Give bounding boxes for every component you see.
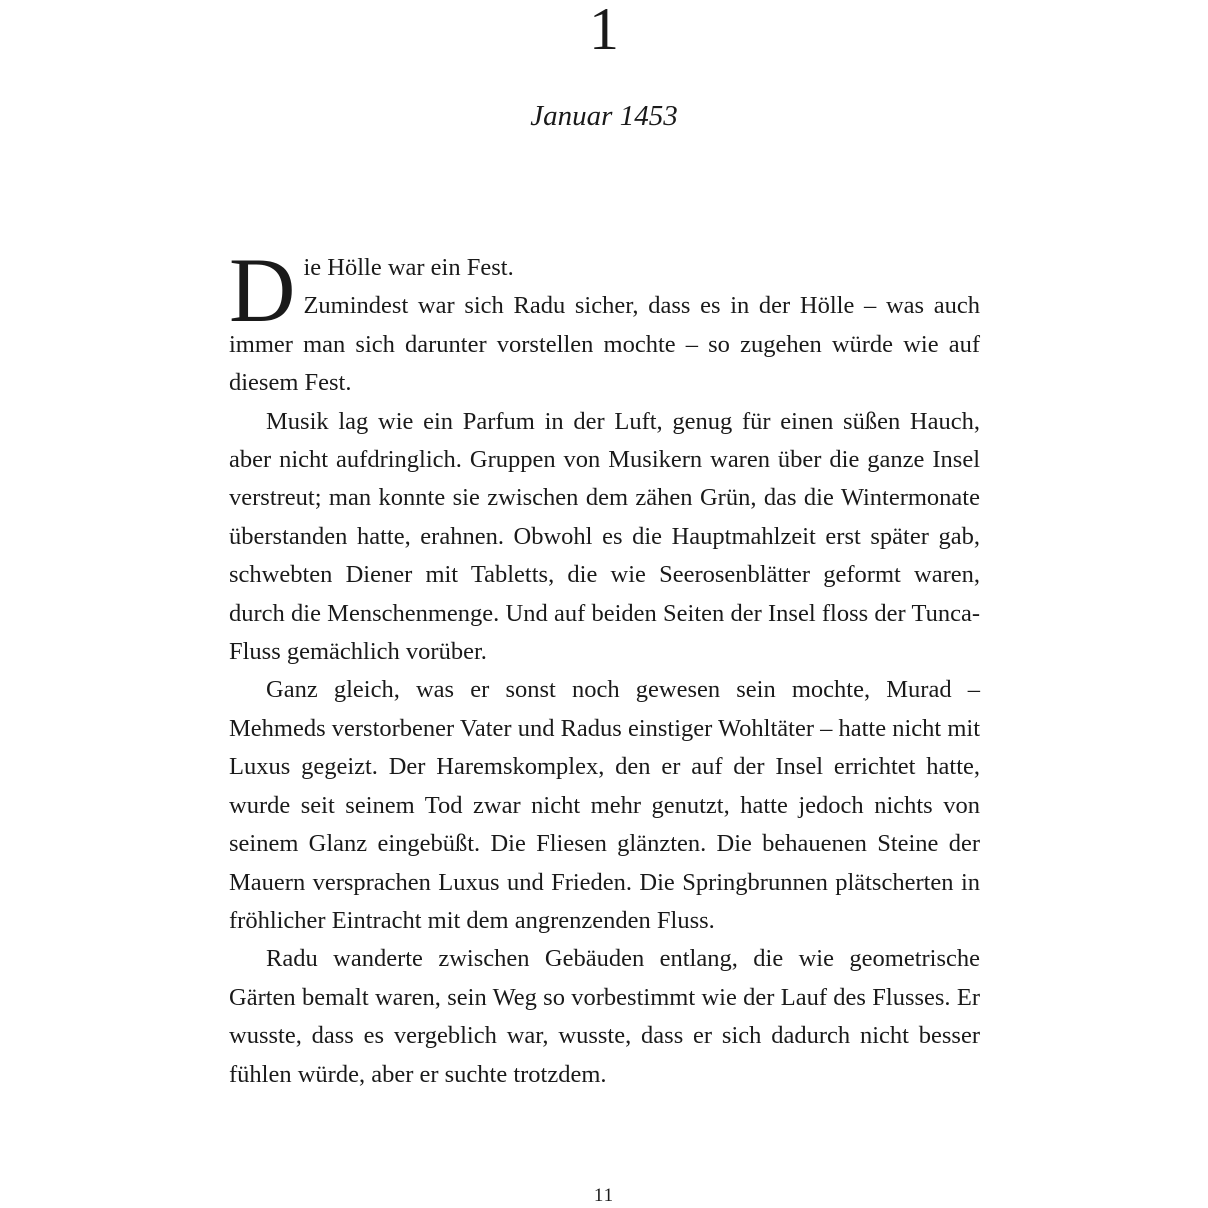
paragraph-3: Ganz gleich, was er sonst noch gewesen sein mochte, Murad – Mehmeds verstorbener Vater und Radus einstiger Wohltäter – hatte nicht mit Luxus gegeizt. Der Haremskomplex, den er auf der Insel errichtet hatte, wurde seit seinem Tod zwar nicht mehr genutzt, hatte jedoch nichts von seinem Glanz eingebüßt. Die Fliesen glänzten. Die behauenen Steine der Mauern versprachen Luxus und Frieden. Die Springbrunnen plätscherten in fröhlicher Eintracht mit dem angrenzenden Fluss. [229, 676, 980, 934]
paragraph-2: Musik lag wie ein Parfum in der Luft, genug für einen süßen Hauch, aber nicht aufdringlich. Gruppen von Musikern waren über die ganze Insel verstreut; man konnte sie zwischen dem zähen Grün, das die Wintermonate überstanden hatte, erahnen. Obwohl es die Hauptmahlzeit erst später gab, schwebten Diener mit Tabletts, die wie Seerosenblätter geformt waren, durch die Menschenmenge. Und auf beiden Seiten der Insel floss der Tunca-Fluss gemächlich vorüber. [229, 407, 980, 666]
page-number: 11 [593, 1185, 615, 1206]
drop-cap: D [229, 239, 296, 341]
opening-line: ie Hölle war ein Fest. [303, 254, 514, 281]
chapter-date: Januar 1453 [530, 100, 678, 132]
chapter-body [229, 239, 980, 1094]
paragraph-4: Radu wanderte zwischen Gebäuden entlang, die wie geometrische Gärten bemalt waren, sein Weg so vorbestimmt wie der Lauf des Flusses. Er wusste, dass es vergeblich war, wusste, dass er sich dadurch nicht besser fühlen würde, aber er suchte trotzdem. [229, 945, 980, 1088]
paragraph-1-text: Zumindest war sich Radu sicher, dass es in der Hölle – was auch immer man sich darunter vorstellen mochte – so zugehen würde wie auf diesem Fest. [229, 292, 980, 397]
paragraph-1 [229, 239, 980, 403]
chapter-number: 1 [589, 0, 619, 62]
